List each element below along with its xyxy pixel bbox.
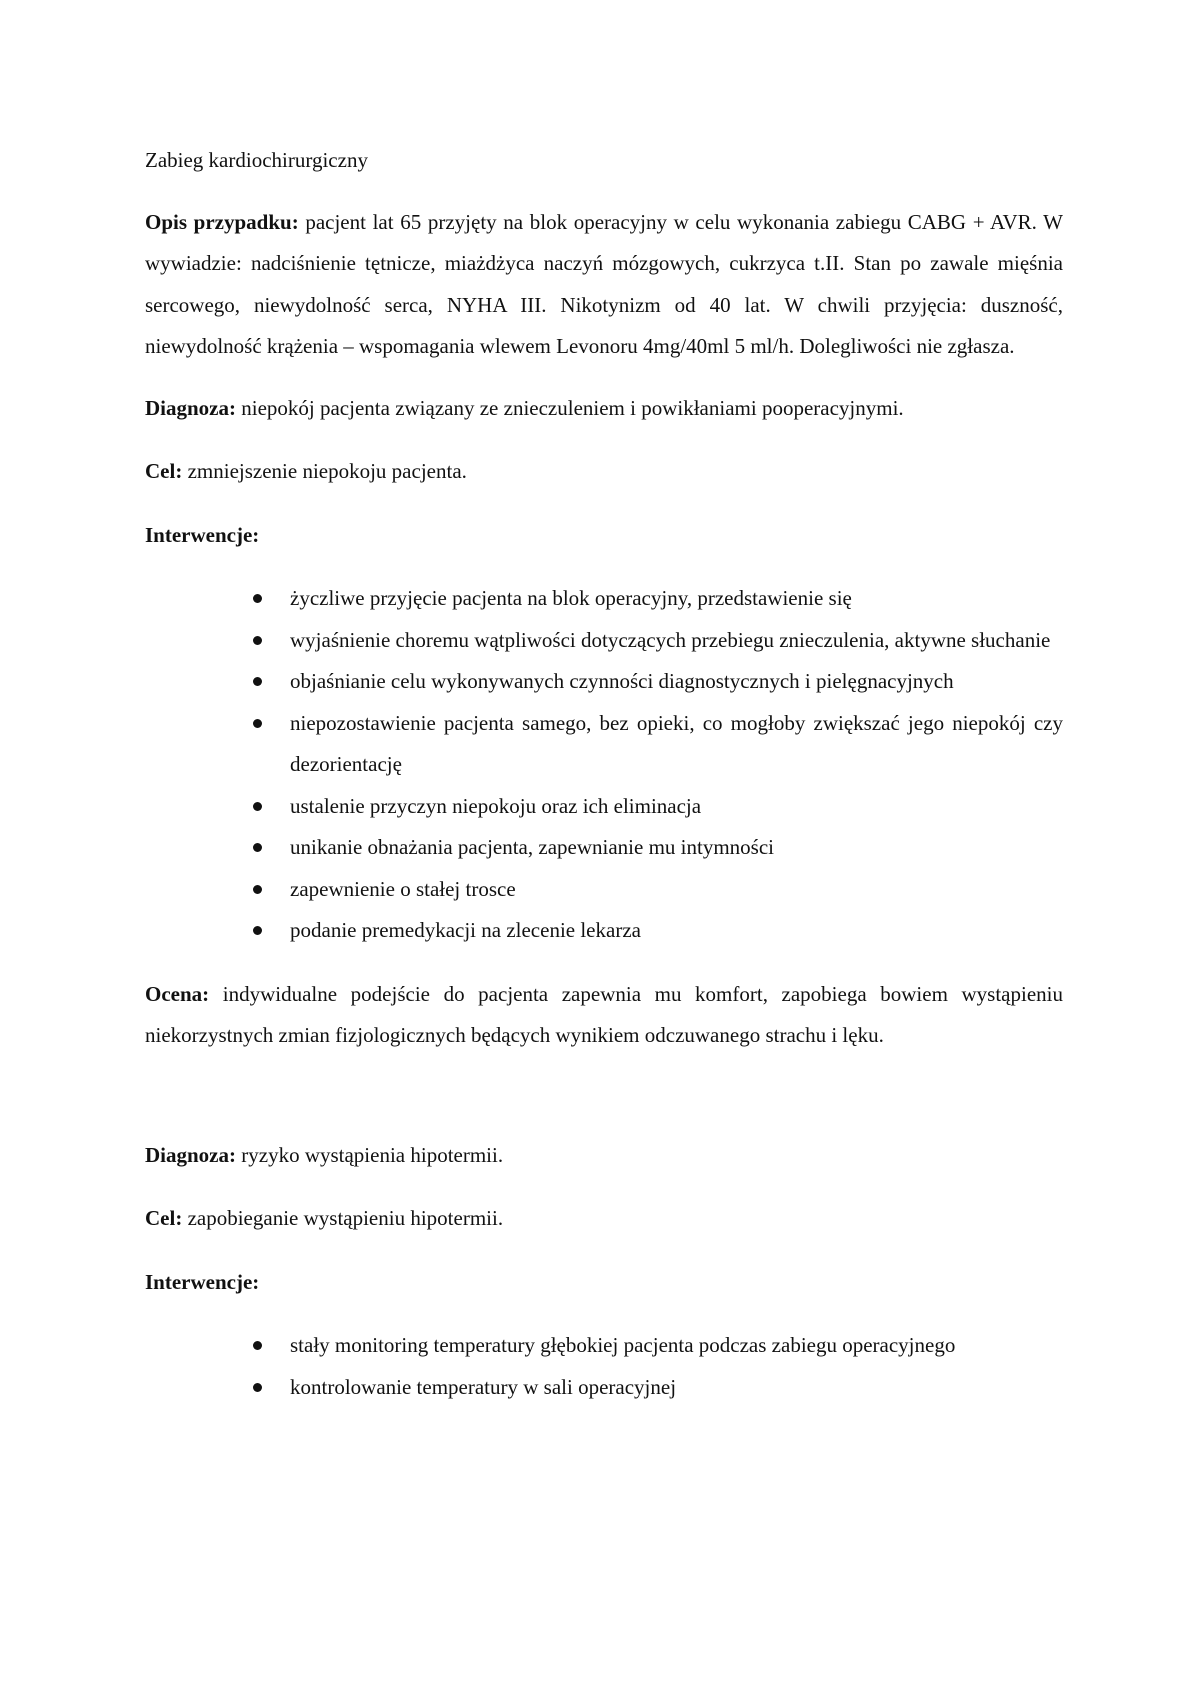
bullet-icon: [253, 719, 262, 728]
diagnosis-1-label: Diagnoza:: [145, 395, 236, 420]
diagnosis-2-label: Diagnoza:: [145, 1142, 236, 1167]
evaluation-1-text: indywidualne podejście do pacjenta zapewnia mu komfort, zapobiega bowiem wystąpieniu niekorzystnych zmian fizjologicznych będących wynikiem odczuwanego strachu i lęku.: [145, 981, 1063, 1047]
goal-1-label: Cel:: [145, 459, 183, 483]
list-item-text: stały monitoring temperatury głębokiej pacjenta podczas zabiegu operacyjnego: [290, 1333, 956, 1357]
document-body: [145, 140, 1063, 1408]
case-label: Opis przypadku:: [145, 209, 299, 234]
case-description: [145, 202, 1063, 368]
goal-2-label: Cel:: [145, 1206, 183, 1230]
document-title: Zabieg kardiochirurgiczny: [145, 148, 368, 172]
bullet-icon: [253, 636, 262, 645]
list-item-text: wyjaśnienie choremu wątpliwości dotyczących przebiegu znieczulenia, aktywne słuchanie: [290, 627, 1051, 652]
list-item: [290, 827, 1063, 869]
list-item: [290, 869, 1063, 911]
list-item-text: zapewnienie o stałej trosce: [290, 876, 516, 901]
diagnosis-2: [145, 1135, 1063, 1177]
list-item: [290, 578, 1063, 620]
list-item: [290, 786, 1063, 828]
evaluation-1-label: Ocena:: [145, 981, 210, 1006]
list-item-text: objaśnianie celu wykonywanych czynności diagnostycznych i pielęgnacyjnych: [290, 669, 954, 693]
interventions-1-heading: Interwencje:: [145, 522, 260, 547]
bullet-icon: [253, 885, 262, 894]
diagnosis-2-text: ryzyko wystąpienia hipotermii.: [241, 1142, 504, 1167]
interventions-2-list: [145, 1325, 1063, 1408]
list-item-text: niepozostawienie pacjenta samego, bez opieki, co mogłoby zwiększać jego niepokój czy dezorientację: [290, 710, 1063, 776]
goal-2: [145, 1198, 1063, 1240]
evaluation-1: [145, 974, 1063, 1057]
list-item: [290, 1325, 1063, 1367]
bullet-icon: [253, 843, 262, 852]
interventions-2-heading: Interwencje:: [145, 1269, 260, 1294]
list-item: [290, 620, 1063, 662]
interventions-1-list: [145, 578, 1063, 952]
case-text: pacjent lat 65 przyjęty na blok operacyjny w celu wykonania zabiegu CABG + AVR. W wywiadzie: nadciśnienie tętnicze, miażdżyca naczyń mózgowych, cukrzyca t.II. Stan po zawale mięśnia sercowego, niewydolność serca, NYHA III. Nikotynizm od 40 lat. W chwili przyjęcia: duszność, niewydolność krążenia – wspomagania wlewem Levonoru 4mg/40ml 5 ml/h. Dolegliwości nie zgłasza.: [145, 209, 1063, 358]
bullet-icon: [253, 802, 262, 811]
list-item-text: kontrolowanie temperatury w sali operacyjnej: [290, 1374, 677, 1399]
list-item: [290, 703, 1063, 786]
bullet-icon: [253, 926, 262, 935]
bullet-icon: [253, 1383, 262, 1392]
bullet-icon: [253, 1341, 262, 1350]
diagnosis-1-text: niepokój pacjenta związany ze znieczuleniem i powikłaniami pooperacyjnymi.: [241, 395, 904, 420]
goal-1: [145, 451, 1063, 493]
list-item-text: podanie premedykacji na zlecenie lekarza: [290, 918, 641, 942]
list-item: [290, 661, 1063, 703]
goal-1-text: zmniejszenie niepokoju pacjenta.: [187, 459, 467, 483]
list-item-text: ustalenie przyczyn niepokoju oraz ich eliminacja: [290, 793, 702, 818]
bullet-icon: [253, 677, 262, 686]
diagnosis-1: [145, 388, 1063, 430]
goal-2-text: zapobieganie wystąpieniu hipotermii.: [187, 1206, 504, 1230]
list-item: [290, 910, 1063, 952]
bullet-icon: [253, 594, 262, 603]
list-item-text: życzliwe przyjęcie pacjenta na blok operacyjny, przedstawienie się: [290, 586, 852, 610]
list-item: [290, 1367, 1063, 1409]
list-item-text: unikanie obnażania pacjenta, zapewnianie mu intymności: [290, 835, 774, 859]
